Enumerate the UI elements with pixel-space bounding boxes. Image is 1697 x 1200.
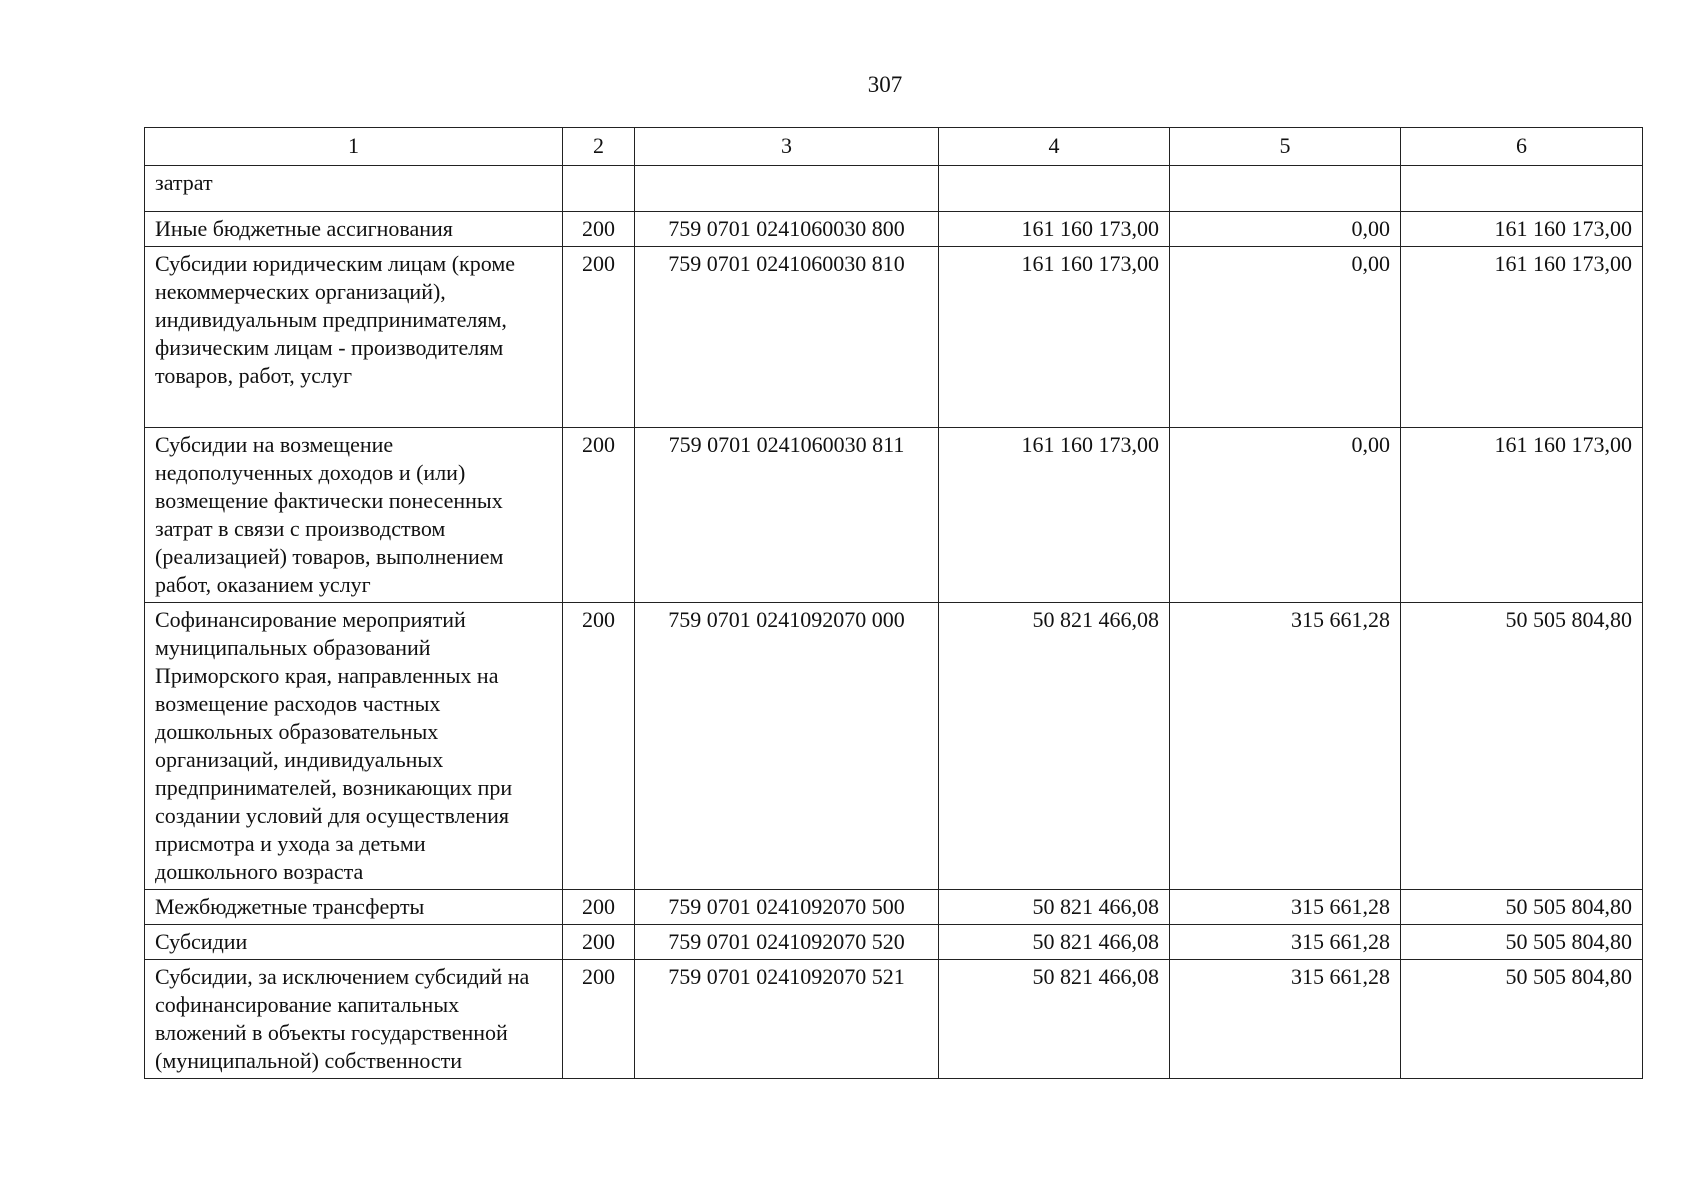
row-grbs: 200: [563, 212, 635, 247]
table-row: [145, 166, 1643, 212]
row-value-6: 50 505 804,80: [1401, 890, 1643, 925]
row-value-4: 50 821 466,08: [939, 960, 1170, 1079]
row-value-6: 161 160 173,00: [1401, 428, 1643, 603]
page-number: 307: [867, 72, 903, 97]
column-header-4: 4: [939, 128, 1170, 166]
table-row: [145, 603, 1643, 890]
row-value-5: 315 661,28: [1170, 603, 1401, 890]
row-value-5: 0,00: [1170, 428, 1401, 603]
column-header-2: 2: [563, 128, 635, 166]
row-value-6: 161 160 173,00: [1401, 247, 1643, 428]
row-name: Субсидии: [145, 925, 563, 960]
row-name: Субсидии, за исключением субсидий на софинансирование капитальных вложений в объекты государственной (муниципальной) собственности: [145, 960, 563, 1079]
row-grbs: [563, 166, 635, 212]
row-name: Субсидии на возмещение недополученных доходов и (или) возмещение фактически понесенных затрат в связи с производством (реализацией) товаров, выполнением работ, оказанием услуг: [145, 428, 563, 603]
row-value-6: 50 505 804,80: [1401, 603, 1643, 890]
row-name: затрат: [145, 166, 563, 212]
row-grbs: 200: [563, 247, 635, 428]
row-code: 759 0701 0241092070 521: [635, 960, 939, 1079]
row-name: Межбюджетные трансферты: [145, 890, 563, 925]
row-value-4: 50 821 466,08: [939, 603, 1170, 890]
budget-table: [144, 127, 1643, 1079]
row-code: [635, 166, 939, 212]
row-value-5: 315 661,28: [1170, 925, 1401, 960]
row-code: 759 0701 0241092070 000: [635, 603, 939, 890]
row-grbs: 200: [563, 890, 635, 925]
column-header-5: 5: [1170, 128, 1401, 166]
table-header-row: [145, 128, 1643, 166]
row-value-5: 315 661,28: [1170, 960, 1401, 1079]
table-row: [145, 960, 1643, 1079]
table-row: [145, 428, 1643, 603]
row-value-4: 161 160 173,00: [939, 212, 1170, 247]
row-value-5: 0,00: [1170, 212, 1401, 247]
table-row: [145, 890, 1643, 925]
row-grbs: 200: [563, 603, 635, 890]
row-value-4: 161 160 173,00: [939, 247, 1170, 428]
row-value-4: [939, 166, 1170, 212]
row-grbs: 200: [563, 428, 635, 603]
row-code: 759 0701 0241092070 500: [635, 890, 939, 925]
row-code: 759 0701 0241060030 810: [635, 247, 939, 428]
row-code: 759 0701 0241092070 520: [635, 925, 939, 960]
row-value-6: 50 505 804,80: [1401, 925, 1643, 960]
row-value-5: [1170, 166, 1401, 212]
row-value-5: 315 661,28: [1170, 890, 1401, 925]
row-value-4: 50 821 466,08: [939, 890, 1170, 925]
row-value-6: 161 160 173,00: [1401, 212, 1643, 247]
column-header-3: 3: [635, 128, 939, 166]
row-code: 759 0701 0241060030 800: [635, 212, 939, 247]
row-grbs: 200: [563, 960, 635, 1079]
row-code: 759 0701 0241060030 811: [635, 428, 939, 603]
row-value-5: 0,00: [1170, 247, 1401, 428]
row-value-4: 50 821 466,08: [939, 925, 1170, 960]
column-header-1: 1: [145, 128, 563, 166]
column-header-6: 6: [1401, 128, 1643, 166]
table-row: [145, 247, 1643, 428]
row-name: Иные бюджетные ассигнования: [145, 212, 563, 247]
row-grbs: 200: [563, 925, 635, 960]
row-name: Субсидии юридическим лицам (кроме некоммерческих организаций), индивидуальным предпринимателям, физическим лицам - производителям товаров, работ, услуг: [145, 247, 563, 428]
row-value-6: 50 505 804,80: [1401, 960, 1643, 1079]
row-value-4: 161 160 173,00: [939, 428, 1170, 603]
table-row: [145, 925, 1643, 960]
row-value-6: [1401, 166, 1643, 212]
row-name: Софинансирование мероприятий муниципальных образований Приморского края, направленных на возмещение расходов частных дошкольных образовательных организаций, индивидуальных предпринимателей, возникающих при создании условий для осуществления присмотра и ухода за детьми дошкольного возраста: [145, 603, 563, 890]
table-row: [145, 212, 1643, 247]
